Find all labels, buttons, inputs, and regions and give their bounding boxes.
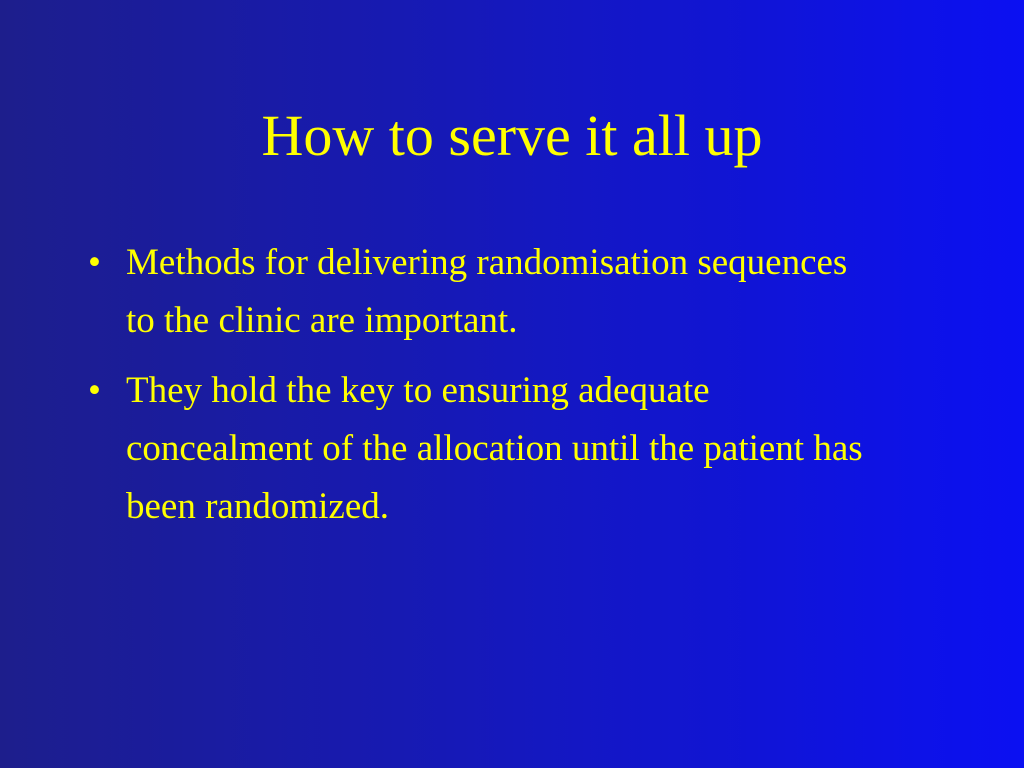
bullet-list bbox=[88, 234, 868, 548]
bullet-text-1: Methods for delivering randomisation sequences to the clinic are important. bbox=[126, 242, 848, 341]
slide-title: How to serve it all up bbox=[261, 103, 763, 168]
bullet-text-2: They hold the key to ensuring adequate concealment of the allocation until the patient has been randomized. bbox=[126, 370, 863, 527]
bullet-icon: • bbox=[88, 242, 101, 283]
bullet-item-1 bbox=[88, 234, 868, 350]
bullet-icon: • bbox=[88, 370, 101, 411]
bullet-item-2 bbox=[88, 362, 868, 536]
